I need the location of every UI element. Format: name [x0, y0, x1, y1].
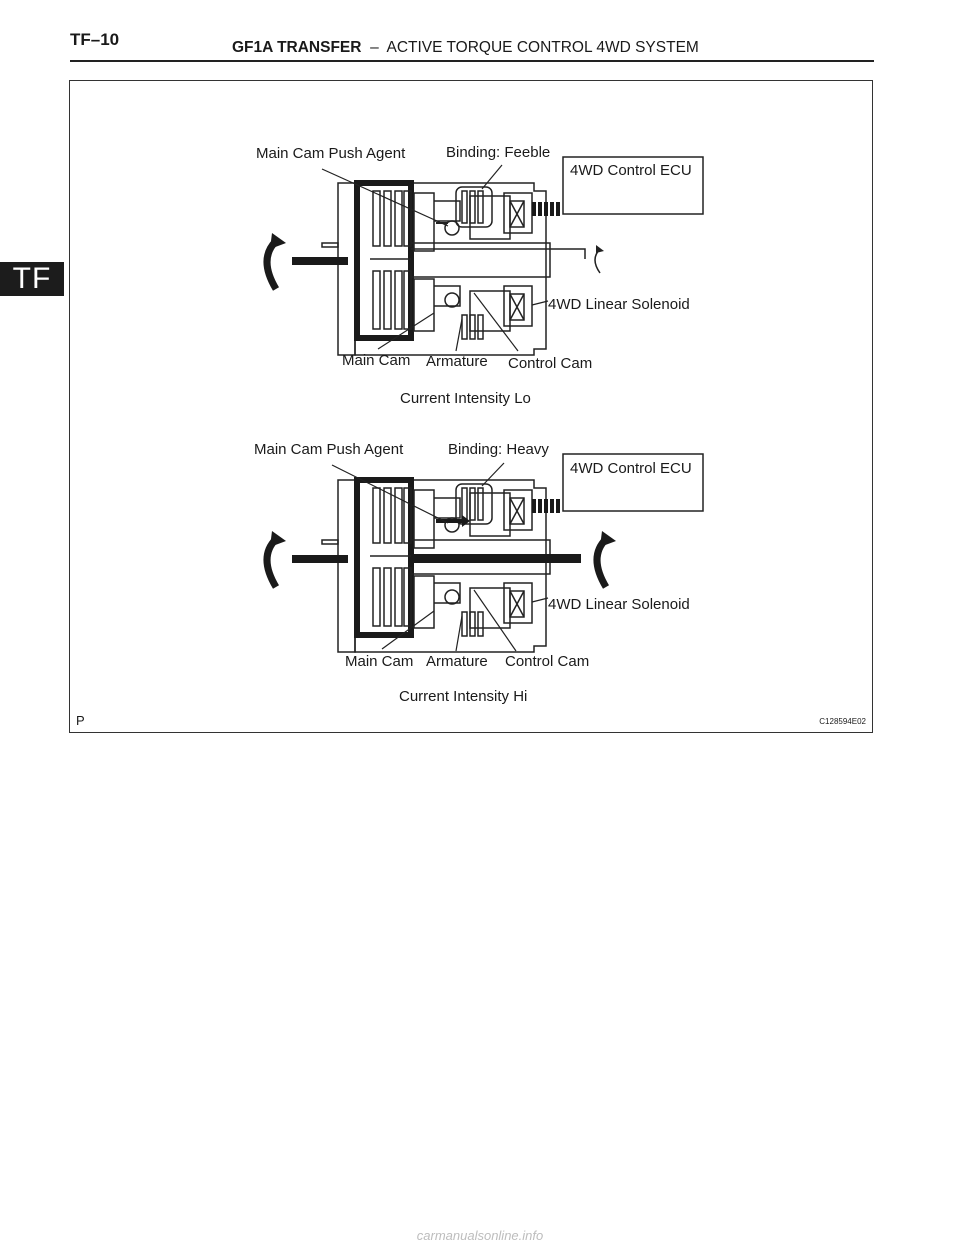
label-control-cam-hi: Control Cam	[505, 653, 590, 670]
section-subtitle: ACTIVE TORQUE CONTROL 4WD SYSTEM	[386, 39, 699, 56]
label-main-cam-hi: Main Cam	[345, 653, 414, 670]
page-number: TF–10	[70, 30, 120, 49]
diagram-hi	[267, 454, 703, 652]
label-solenoid-hi: 4WD Linear Solenoid	[548, 596, 690, 613]
label-ecu-hi: 4WD Control ECU	[570, 460, 692, 477]
header-rule	[70, 60, 874, 62]
diagram-lo	[267, 157, 703, 355]
label-main-cam-lo: Main Cam	[342, 352, 411, 369]
header-separator: –	[370, 39, 379, 56]
page-header-title	[232, 39, 699, 57]
footer-watermark: carmanualsonline.info	[416, 1228, 544, 1243]
figure-mark: P	[76, 713, 85, 728]
label-ecu-lo: 4WD Control ECU	[570, 162, 692, 179]
label-binding-hi: Binding: Heavy	[448, 441, 549, 458]
label-solenoid-lo: 4WD Linear Solenoid	[548, 296, 690, 313]
caption-current-lo: Current Intensity Lo	[400, 390, 531, 407]
section-side-tab: TF	[0, 262, 64, 296]
section-name: GF1A TRANSFER	[232, 39, 362, 56]
label-control-cam-lo: Control Cam	[508, 355, 593, 372]
figure-id: C128594E02	[819, 717, 866, 726]
label-main-cam-push-agent-lo: Main Cam Push Agent	[256, 145, 406, 162]
label-armature-lo: Armature	[426, 353, 488, 370]
label-binding-lo: Binding: Feeble	[446, 144, 551, 161]
figure-frame	[69, 80, 873, 733]
torque-control-diagrams	[70, 81, 874, 734]
label-armature-hi: Armature	[426, 653, 488, 670]
caption-current-hi: Current Intensity Hi	[399, 688, 528, 705]
label-main-cam-push-agent-hi: Main Cam Push Agent	[254, 441, 404, 458]
